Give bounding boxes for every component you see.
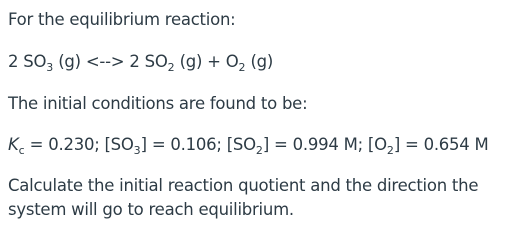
reactant-coefficient: 2 SO	[8, 52, 47, 71]
equilibrium-arrow: <-->	[85, 52, 125, 71]
o2-subscript: 2	[386, 144, 394, 157]
intro-text: For the equilibrium reaction:	[8, 10, 236, 29]
o2-value: ] = 0.654 M	[393, 135, 489, 154]
product1-state: (g) + O	[174, 52, 239, 71]
reaction-equation	[8, 51, 273, 73]
question-text-line-1: Calculate the initial reaction quotient and the direction the	[8, 176, 479, 195]
k-symbol: K	[8, 135, 19, 154]
so3-subscript: 3	[133, 144, 141, 157]
product1-subscript: 2	[167, 61, 175, 74]
product2-subscript: 2	[238, 61, 246, 74]
so2-subscript: 2	[255, 144, 263, 157]
k-value: = 0.230; [SO	[24, 135, 134, 154]
product2-state: (g)	[245, 52, 274, 71]
conditions-line	[8, 134, 489, 156]
so2-value: ] = 0.994 M; [O	[262, 135, 387, 154]
reactant-state: (g)	[53, 52, 86, 71]
product1-coefficient: 2 SO	[124, 52, 168, 71]
reactant-subscript: 3	[46, 61, 54, 74]
question-text-line-2: system will go to reach equilibrium.	[8, 200, 294, 219]
so3-value: ] = 0.106; [SO	[140, 135, 256, 154]
initial-conditions-label: The initial conditions are found to be:	[8, 94, 308, 113]
k-subscript: c	[18, 144, 25, 157]
